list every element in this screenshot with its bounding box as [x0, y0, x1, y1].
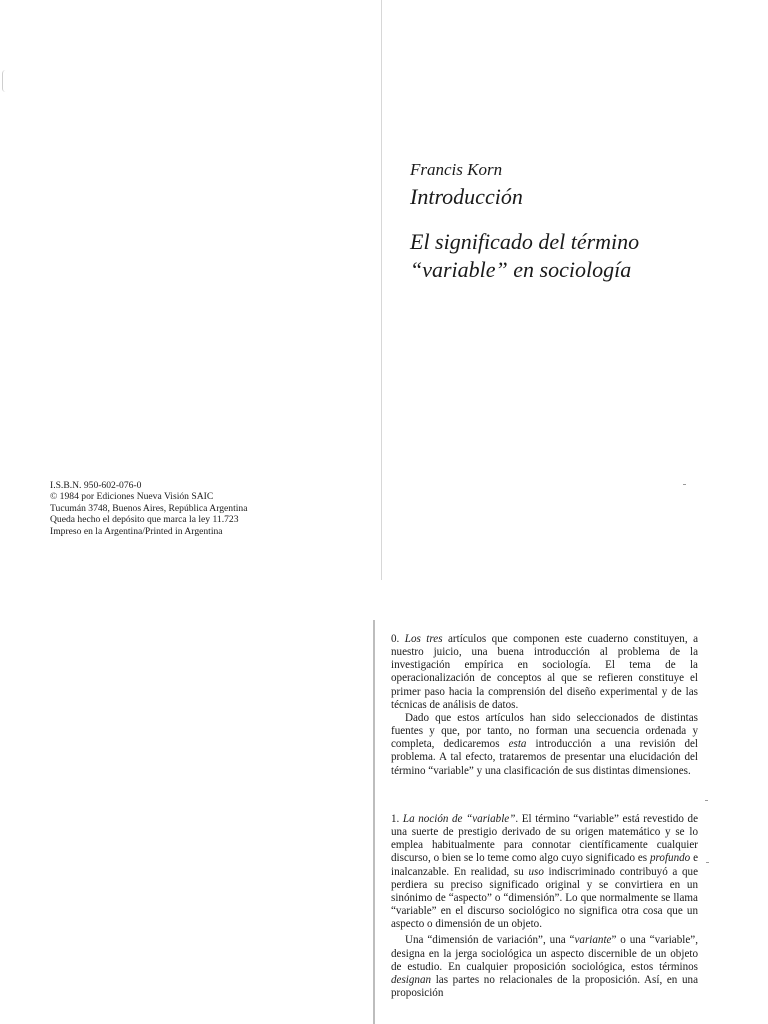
paragraph-text: . El término “variable” está revestido de una suerte de prestigio derivado de su origen matemático y se lo emplea habitualmente para connotar científicamente cualquier discurso, o bien se lo teme como algo cuyo significado es: [391, 813, 699, 865]
chapter-title: [410, 228, 750, 284]
paragraph-text: artículos que componen este cuaderno constituyen, a nuestro juicio, una buena introducción al problema de la investigación empírica en sociología. El tema de la operacionalización de conceptos al que se refieren constituye el primer paso hacia la comprensión del diseño experimental y de las técnicas de análisis de datos.: [391, 633, 698, 711]
section-title: Introducción: [410, 184, 523, 209]
author-name: Francis Korn: [410, 160, 503, 179]
paragraph-text: indiscriminado contribuyó a que perdiera su preciso significado original y se convirtiera en un sinónimo de “aspecto” o “dimensión”. Lo que normalmente se llama “variable” en el discurso sociológico no significa otra cosa que un aspecto o dimensión de un objeto.: [391, 865, 698, 931]
paragraph-number: 0.: [391, 633, 405, 645]
paragraph: [391, 712, 698, 778]
page-edge-mark: [2, 70, 9, 92]
colophon-line: Tucumán 3748, Buenos Aires, República Argentina: [50, 502, 248, 514]
page-fold-line: [381, 0, 382, 580]
emphasis-text: uso: [528, 865, 544, 878]
emphasis-text: variante: [574, 934, 612, 947]
section-0: [391, 633, 698, 778]
scan-speck: [683, 484, 686, 485]
emphasis-text: Los tres: [404, 633, 443, 645]
section-1: [391, 813, 698, 1000]
colophon-line: © 1984 por Ediciones Nueva Visión SAIC: [50, 491, 214, 503]
chapter-title-line: “variable” en sociología: [410, 257, 632, 282]
emphasis-text: esta: [508, 738, 527, 751]
colophon-line: I.S.B.N. 950-602-076-0: [50, 480, 142, 491]
paragraph: [391, 813, 698, 931]
colophon: [50, 480, 247, 537]
emphasis-text: profundo: [649, 852, 691, 865]
chapter-title-line: El significado del término: [410, 229, 640, 254]
paragraph-text: Dado que estos artículos han sido seleccionados de distintas fuentes y que, por tanto, no forman una secuencia ordenada y completa, dedicaremos: [391, 711, 698, 751]
section-heading: La noción de “variable”: [402, 813, 516, 825]
scan-speck: [705, 800, 708, 801]
emphasis-text: designan: [391, 973, 432, 986]
paragraph-text: e inalcanzable. En realidad, su: [391, 852, 699, 878]
paragraph: [391, 633, 698, 712]
colophon-line: Queda hecho el depósito que marca la ley 11.723: [50, 514, 239, 526]
colophon-line: Impreso en la Argentina/Printed in Argentina: [50, 525, 223, 537]
paragraph-text: ” o una “variable”, designa en la jerga sociológica un aspecto discernible de un objeto de estudio. En cualquier proposición sociológica, estos términos: [391, 934, 698, 973]
paragraph-text: las partes no relacionales de la proposición. Así, en una proposición: [391, 973, 698, 1000]
paragraph-text: Una “dimensión de variación”, una “: [405, 934, 575, 947]
page-fold-shadow: [373, 620, 375, 1024]
scan-speck: [706, 862, 709, 863]
paragraph-text: introducción a una revisión del problema. A tal efecto, trataremos de presentar una elucidación del término “variable” y una clasificación de sus distintas dimensiones.: [391, 738, 698, 777]
paragraph: [391, 934, 698, 1000]
paragraph-number: 1.: [391, 813, 403, 825]
